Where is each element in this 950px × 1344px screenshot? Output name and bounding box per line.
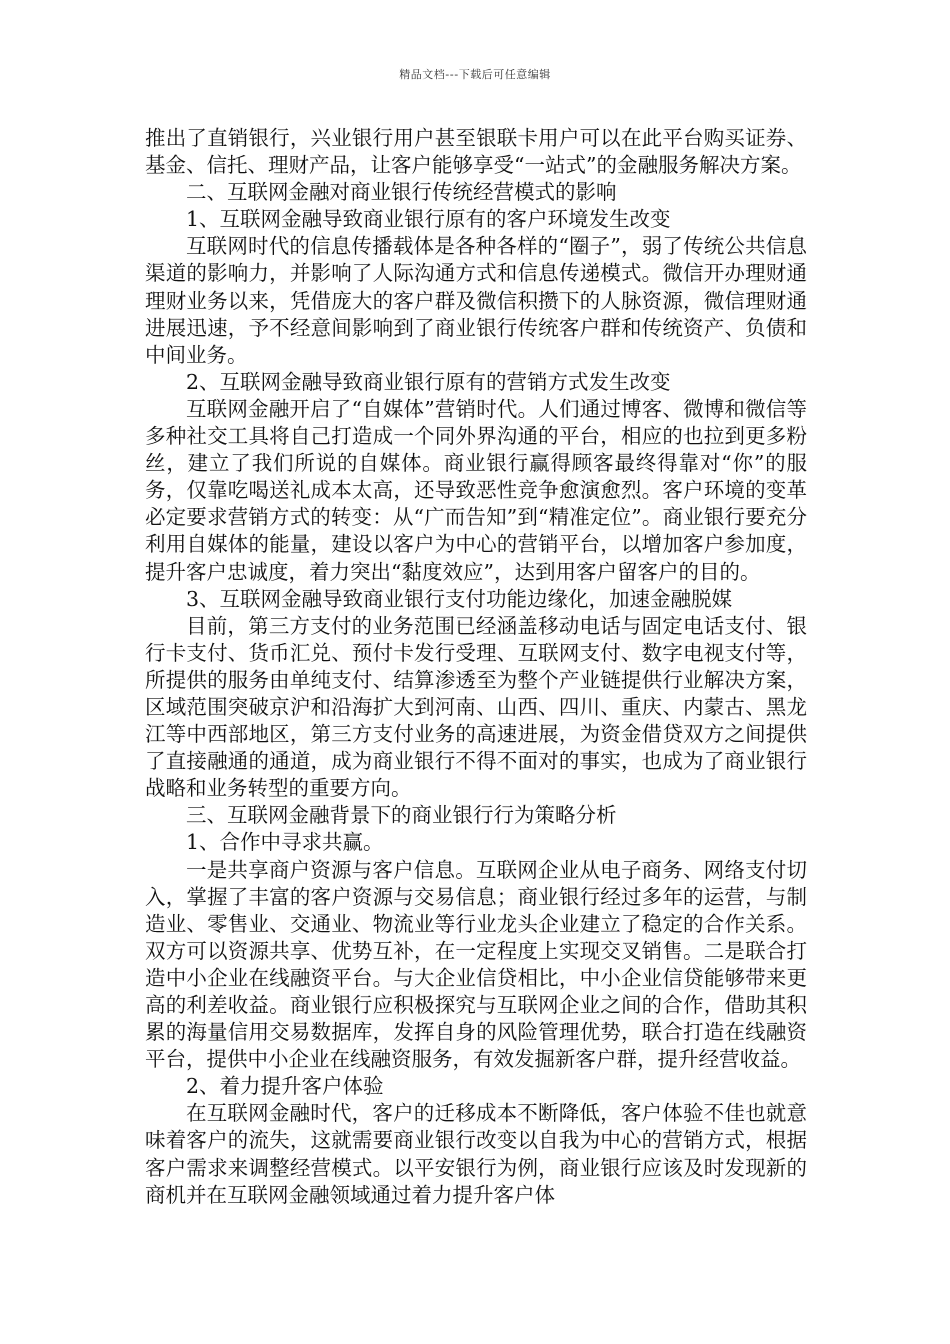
subsection-heading-3-1: 1、合作中寻求共赢。 <box>186 830 384 855</box>
section-heading-2: 二、互联网金融对商业银行传统经营模式的影响 <box>186 180 617 205</box>
paragraph-2-1: 互联网时代的信息传播载体是各种各样的“圈子”，弱了传统公共信息渠道的影响力，并影响了人际沟通方式和信息传递模式。微信开办理财通理财业务以来，凭借庞大的客户群及微信积攒下的人脉资源，微信理财通进展迅速，予不经意间影响到了商业银行传统客户群和传统资产、负债和中间业务。 <box>145 234 807 367</box>
subsection-heading-2-3: 3、互联网金融导致商业银行支付功能边缘化，加速金融脱媒 <box>186 586 733 611</box>
paragraph-3-2: 在互联网金融时代，客户的迁移成本不断降低，客户体验不佳也就意味着客户的流失，这就需要商业银行改变以自我为中心的营销方式，根据客户需求来调整经营模式。以平安银行为例，商业银行应该及时发现新的商机并在互联网金融领域通过着力提升客户体 <box>145 1101 807 1207</box>
subsection-heading-2-1: 1、互联网金融导致商业银行原有的客户环境发生改变 <box>186 207 671 232</box>
paragraph-intro: 推出了直销银行，兴业银行用户甚至银联卡用户可以在此平台购买证券、基金、信托、理财产品，让客户能够享受“一站式”的金融服务解决方案。 <box>145 126 807 178</box>
document-body <box>145 125 807 1209</box>
section-heading-3: 三、互联网金融背景下的商业银行行为策略分析 <box>186 803 617 828</box>
subsection-heading-2-2: 2、互联网金融导致商业银行原有的营销方式发生改变 <box>186 369 671 394</box>
paragraph-2-2: 互联网金融开启了“自媒体”营销时代。人们通过博客、微博和微信等多种社交工具将自己打造成一个同外界沟通的平台，相应的也拉到更多粉丝，建立了我们所说的自媒体。商业银行赢得顾客最终得靠对“你”的服务，仅靠吃喝送礼成本太高，还导致恶性竞争愈演愈烈。客户环境的变革必定要求营销方式的转变：从“广而告知”到“精准定位”。商业银行要充分利用自媒体的能量，建设以客户为中心的营销平台，以增加客户参加度，提升客户忠诚度，着力突出“黏度效应”，达到用客户留客户的目的。 <box>145 396 807 584</box>
subsection-heading-3-2: 2、着力提升客户体验 <box>186 1074 384 1099</box>
page-header: 精品文档---下载后可任意编辑 <box>399 68 551 81</box>
paragraph-2-3: 目前，第三方支付的业务范围已经涵盖移动电话与固定电话支付、银行卡支付、货币汇兑、预付卡发行受理、互联网支付、数字电视支付等，所提供的服务由单纯支付、结算渗透至为整个产业链提供行业解决方案，区域范围突破京沪和沿海扩大到河南、山西、四川、重庆、内蒙古、黑龙江等中西部地区，第三方支付业务的高速进展，为资金借贷双方之间提供了直接融通的通道，成为商业银行不得不面对的事实，也成为了商业银行战略和业务转型的重要方向。 <box>145 613 807 801</box>
paragraph-3-1: 一是共享商户资源与客户信息。互联网企业从电子商务、网络支付切入，掌握了丰富的客户资源与交易信息；商业银行经过多年的运营，与制造业、零售业、交通业、物流业等行业龙头企业建立了稳定的合作关系。双方可以资源共享、优势互补，在一定程度上实现交叉销售。二是联合打造中小企业在线融资平台。与大企业信贷相比，中小企业信贷能够带来更高的利差收益。商业银行应积极探究与互联网企业之间的合作，借助其积累的海量信用交易数据库，发挥自身的风险管理优势，联合打造在线融资平台，提供中小企业在线融资服务，有效发掘新客户群，提升经营收益。 <box>145 857 807 1072</box>
